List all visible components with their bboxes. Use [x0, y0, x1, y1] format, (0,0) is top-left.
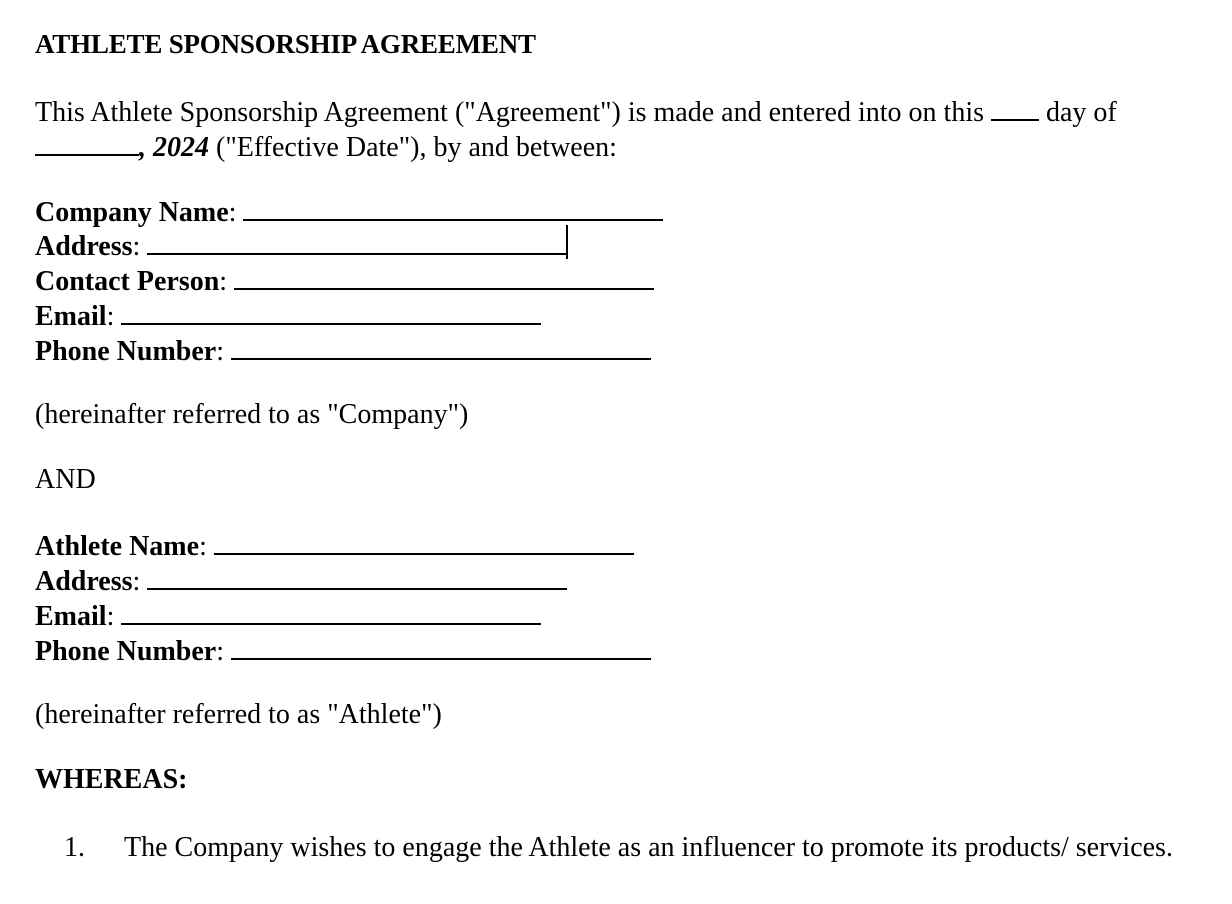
intro-paragraph[interactable] — [35, 95, 1205, 165]
intro-text-part3: ("Effective Date"), by and between: — [209, 132, 617, 163]
field-label: Company Name — [35, 197, 229, 228]
field-label: Athlete Name — [35, 531, 200, 562]
company-reference: (hereinafter referred to as "Company") — [35, 399, 469, 430]
text-cursor — [566, 225, 568, 259]
document-title: ATHLETE SPONSORSHIP AGREEMENT — [35, 29, 536, 59]
field-label: Contact Person — [35, 266, 220, 297]
company-name-field[interactable] — [35, 195, 663, 229]
day-blank[interactable] — [991, 97, 1039, 121]
company-address-field[interactable] — [35, 229, 567, 263]
whereas-heading: WHEREAS: — [35, 764, 188, 795]
athlete-address-field[interactable] — [35, 564, 567, 598]
intro-text-part1: This Athlete Sponsorship Agreement ("Agreement") is made and entered into on this — [35, 97, 991, 128]
field-separator: : — [132, 566, 141, 597]
athlete-email-field[interactable] — [35, 599, 541, 633]
company-email-input[interactable] — [121, 299, 541, 325]
athlete-email-input[interactable] — [121, 599, 541, 625]
field-separator: : — [106, 301, 115, 332]
company-phone-field[interactable] — [35, 334, 651, 368]
field-separator: : — [199, 531, 207, 562]
field-label: Email — [35, 301, 107, 332]
field-separator: : — [216, 336, 225, 367]
company-name-input[interactable] — [243, 195, 663, 221]
and-separator: AND — [35, 464, 96, 495]
athlete-name-input[interactable] — [214, 529, 634, 555]
athlete-phone-input[interactable] — [231, 634, 651, 660]
company-phone-input[interactable] — [231, 334, 651, 360]
recital-number: 1. — [64, 832, 85, 863]
contact-person-input[interactable] — [234, 264, 654, 290]
intro-text-part2: day of — [1039, 97, 1117, 128]
field-separator: : — [228, 197, 237, 228]
company-address-input[interactable] — [147, 229, 567, 255]
contact-person-field[interactable] — [35, 264, 654, 298]
recital-text: The Company wishes to engage the Athlete as an influencer to promote its products/ services. — [124, 832, 1173, 863]
athlete-reference: (hereinafter referred to as "Athlete") — [35, 699, 442, 730]
field-label: Address — [35, 231, 133, 262]
field-label: Email — [35, 601, 107, 632]
field-label: Phone Number — [35, 636, 217, 667]
field-separator: : — [132, 231, 141, 262]
field-label: Phone Number — [35, 336, 217, 367]
month-blank[interactable] — [35, 132, 139, 156]
field-separator: : — [106, 601, 115, 632]
field-separator: : — [216, 636, 225, 667]
company-email-field[interactable] — [35, 299, 541, 333]
intro-year: , 2024 — [139, 132, 209, 163]
athlete-name-field[interactable] — [35, 529, 634, 563]
field-label: Address — [35, 566, 133, 597]
field-separator: : — [219, 266, 228, 297]
athlete-phone-field[interactable] — [35, 634, 651, 668]
athlete-address-input[interactable] — [147, 564, 567, 590]
